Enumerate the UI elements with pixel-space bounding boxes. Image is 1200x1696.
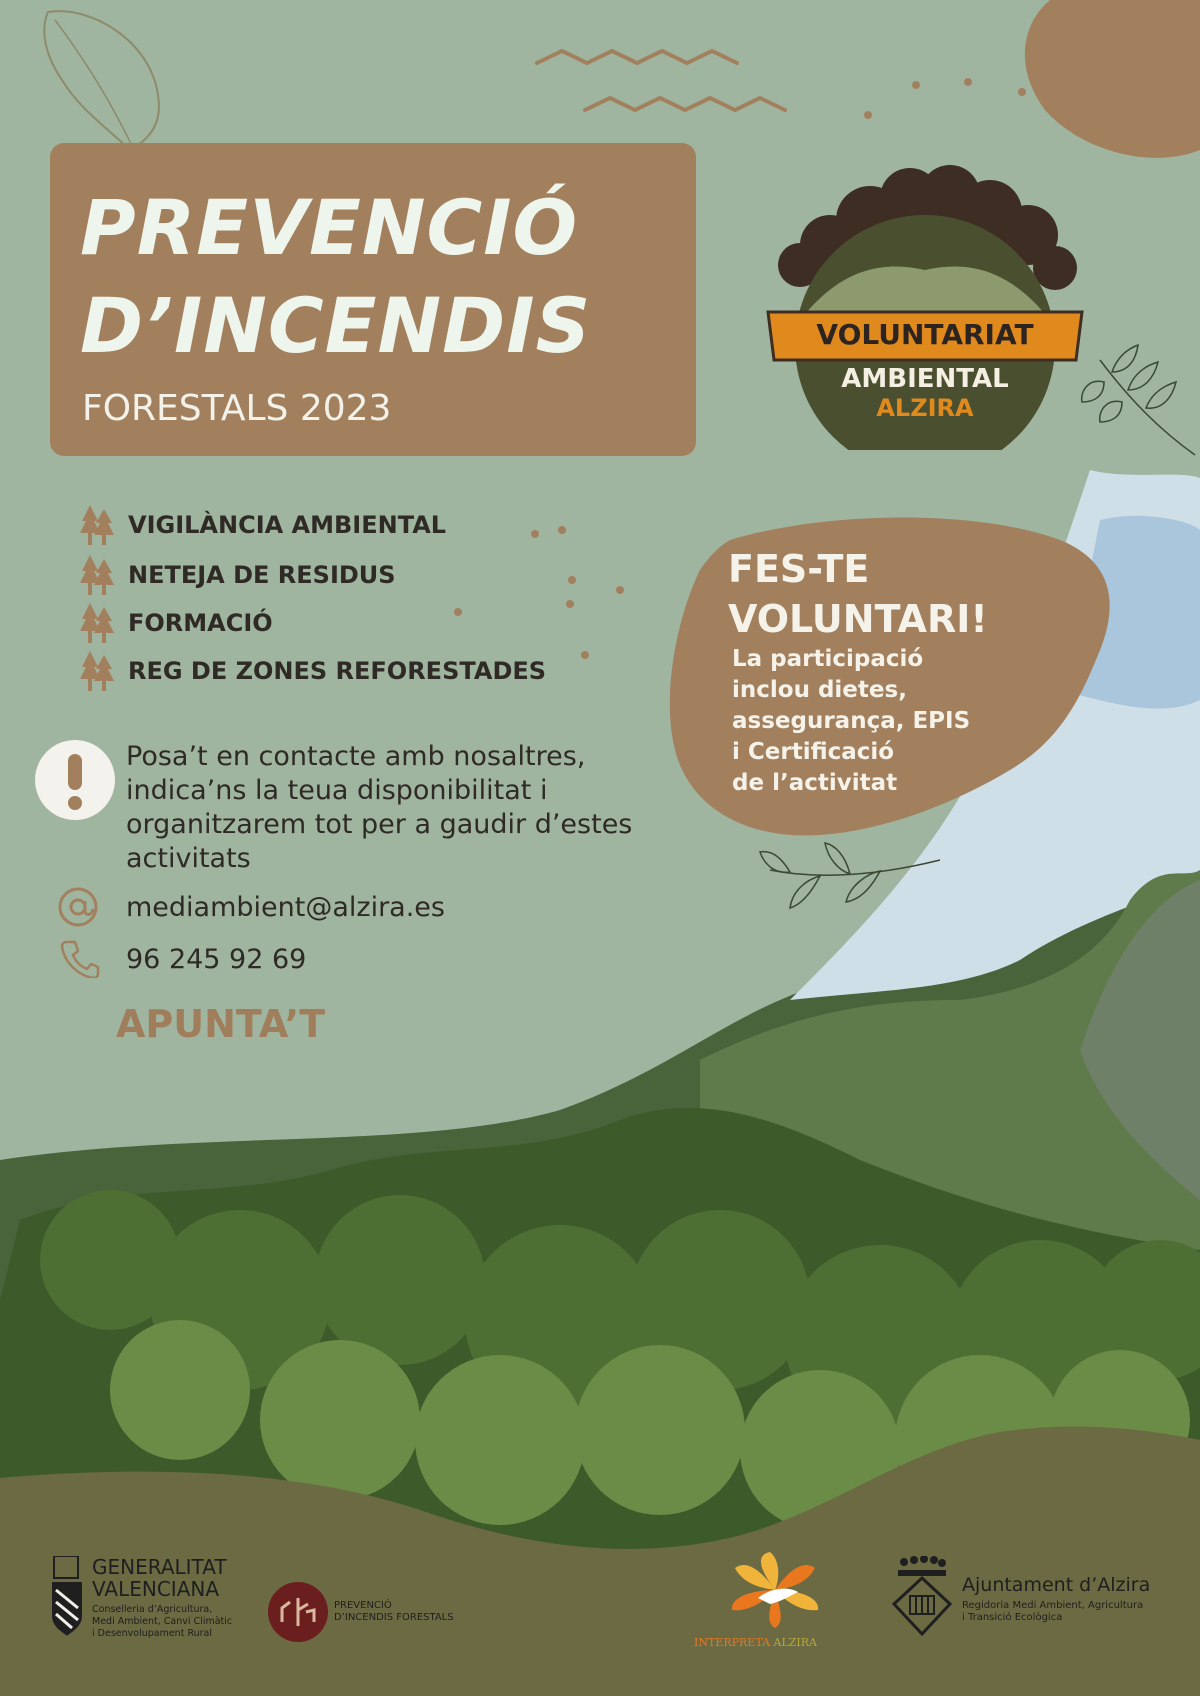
title-box bbox=[50, 143, 696, 456]
at-sign-icon bbox=[56, 885, 100, 929]
interpreta-text bbox=[694, 1636, 817, 1649]
title-line-1: PREVENCIÓ bbox=[80, 183, 579, 272]
generalitat-shield-icon bbox=[48, 1556, 86, 1636]
activity-item bbox=[80, 603, 273, 643]
ajuntament-name: Ajuntament d’Alzira bbox=[962, 1574, 1151, 1596]
contact-line: organitzarem tot per a gaudir d’estes bbox=[126, 809, 633, 840]
activity-item bbox=[80, 555, 396, 595]
pine-trees-icon bbox=[80, 505, 114, 545]
contact-phone[interactable]: 96 245 92 69 bbox=[126, 944, 307, 975]
pine-trees-icon bbox=[80, 651, 114, 691]
activity-label: NETEJA DE RESIDUS bbox=[128, 561, 396, 589]
contact-line: indica’ns la teua disponibilitat i bbox=[126, 775, 548, 806]
volunteer-body bbox=[732, 644, 970, 799]
volunteer-title-line: VOLUNTARI! bbox=[728, 597, 988, 641]
contact-line: activitats bbox=[126, 843, 251, 874]
prevencio-line: PREVENCIÓ bbox=[334, 1600, 392, 1611]
phone-icon bbox=[60, 938, 100, 978]
gv-name-line: GENERALITAT bbox=[92, 1555, 227, 1579]
contact-email[interactable]: mediambient@alzira.es bbox=[126, 892, 445, 923]
badge-line-3: ALZIRA bbox=[876, 394, 974, 422]
contact-line: Posa’t en contacte amb nosaltres, bbox=[126, 741, 586, 772]
voluntariat-badge bbox=[760, 150, 1090, 450]
interpreta-flower-icon bbox=[710, 1550, 840, 1630]
subtitle: FORESTALS 2023 bbox=[82, 388, 392, 429]
ajuntament-dept-line: i Transició Ecològica bbox=[962, 1612, 1063, 1623]
volunteer-body-line: assegurança, EPIS bbox=[732, 708, 971, 734]
pine-trees-icon bbox=[80, 603, 114, 643]
badge-line-2: AMBIENTAL bbox=[841, 364, 1009, 394]
prevencio-logo-text bbox=[334, 1600, 454, 1624]
gv-name-line: VALENCIANA bbox=[92, 1577, 220, 1601]
gv-department bbox=[92, 1604, 232, 1640]
volunteer-body-line: i Certificació bbox=[732, 739, 895, 765]
gv-name bbox=[92, 1556, 227, 1600]
activity-item bbox=[80, 505, 446, 545]
activity-label: VIGILÀNCIA AMBIENTAL bbox=[128, 511, 447, 539]
volunteer-body-line: de l’activitat bbox=[732, 770, 898, 796]
ajuntament-department bbox=[962, 1600, 1143, 1624]
volunteer-title-line: FES-TE bbox=[728, 547, 870, 591]
ajuntament-dept-line: Regidoria Medi Ambient, Agricultura bbox=[962, 1600, 1144, 1611]
title-line-2: D’INCENDIS bbox=[80, 281, 592, 370]
volunteer-title bbox=[728, 544, 988, 644]
volunteer-body-line: inclou dietes, bbox=[732, 677, 907, 703]
exclamation-icon bbox=[35, 740, 115, 820]
pine-trees-icon bbox=[80, 555, 114, 595]
ajuntament-shield-icon bbox=[888, 1556, 956, 1636]
activity-label: REG DE ZONES REFORESTADES bbox=[128, 657, 547, 685]
prevencio-line: D’INCENDIS FORESTALS bbox=[334, 1612, 454, 1623]
apunta-cta[interactable]: APUNTA’T bbox=[116, 1002, 326, 1046]
activity-label: FORMACIÓ bbox=[128, 609, 273, 637]
interpreta-word-2: ALZIRA bbox=[773, 1636, 817, 1649]
gv-dept-line: Medi Ambient, Canvi Climàtic bbox=[92, 1616, 233, 1627]
volunteer-body-line: La participació bbox=[732, 646, 924, 672]
prevencio-logo-icon bbox=[268, 1582, 328, 1642]
gv-dept-line: Conselleria d’Agricultura, bbox=[92, 1604, 213, 1615]
badge-banner: VOLUNTARIAT bbox=[816, 318, 1034, 351]
activity-item bbox=[80, 651, 546, 691]
interpreta-word-1: INTERPRETA bbox=[694, 1636, 771, 1649]
contact-message bbox=[126, 740, 686, 876]
gv-dept-line: i Desenvolupament Rural bbox=[92, 1628, 213, 1639]
